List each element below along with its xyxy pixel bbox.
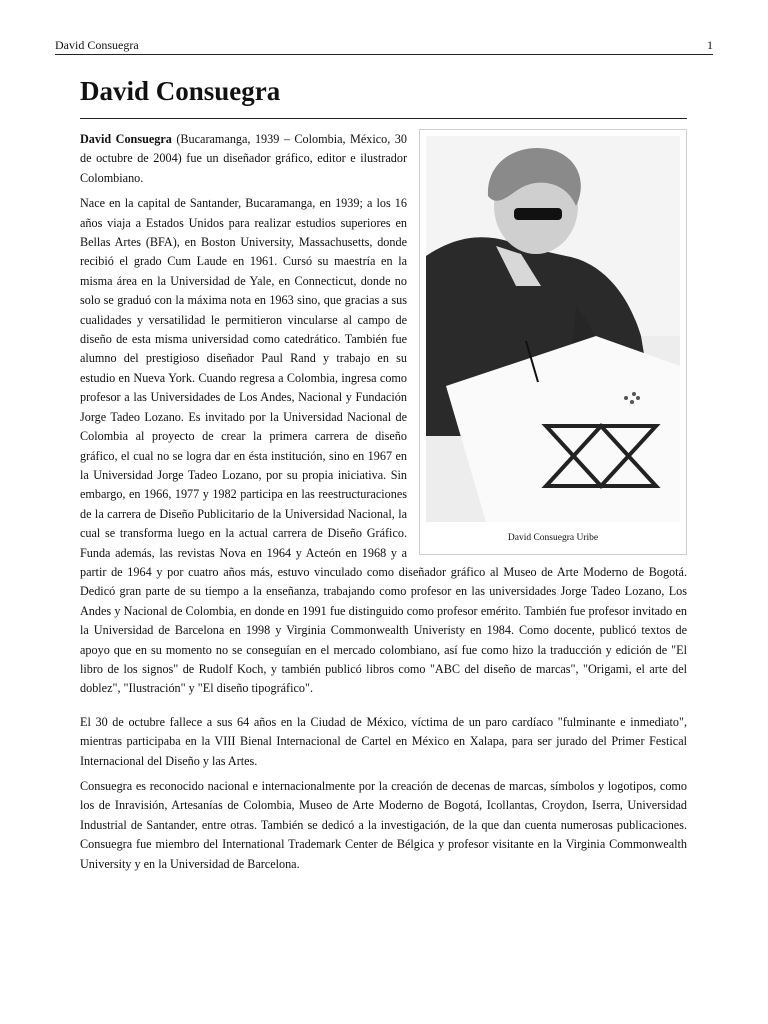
- header-rule: [55, 54, 713, 55]
- legacy-paragraph: Consuegra es reconocido nacional e internacionalmente por la creación de decenas de marcas, símbolos y logotipos, como los de Inravisión, Artesanías de Colombia, Museo de Arte Moderno de Bogotá, Icollantas, Croydon, Iserra, Universidad Industrial de Santander, entre otras. También se dedicó a la investigación, de la que dan cuenta numerosas publicaciones. Consuegra fue miembro del International Trademark Center de Bélgica y profesor visitante en la Virginia Commonwealth University y en la Universidad de Barcelona.: [80, 779, 687, 871]
- figure: [419, 129, 687, 555]
- portrait-photo: [426, 136, 680, 522]
- page-number: 1: [707, 38, 713, 52]
- death-paragraph: El 30 de octubre fallece a sus 64 años en la Ciudad de México, víctima de un paro cardíaco "fulminante e inmediato", mientras participaba en la VIII Bienal Internacional de Cartel en México en Xalapa, para ser jurado del Primer Festical Internacional del Diseño y las Artes.: [80, 714, 687, 768]
- running-header: [55, 38, 713, 53]
- running-title: David Consuegra: [55, 38, 139, 52]
- figure-caption: David Consuegra Uribe: [507, 533, 599, 543]
- title-rule: [80, 118, 687, 119]
- article-body: [80, 130, 687, 880]
- page-title: David Consuegra: [80, 76, 281, 106]
- intro-text: (Bucaramanga, 1939 – Colombia, México, 30 de octubre de 2004) fue un diseñador gráfico, editor e ilustrador Colombiano.: [80, 132, 407, 185]
- biography-paragraph: Nace en la capital de Santander, Bucaramanga, en 1939; a los 16 años viaja a Estados Unidos para realizar estudios superiores en Bellas Artes (BFA), en Boston University, Massachusetts, donde recibió el grado Cum Laude en 1961. Cursó su maestría en la misma área en la Universidad de Yale, en Connecticut, donde no solo se graduó con la máxima nota en 1963 sino, que gracias a sus cualidades y versatilidad le permitieron vincularse al campo de diseño de esta misma universidad como catedrático. También fue alumno del prestigioso diseñador Paul Rand y trabajo en su estudio en Nueva York. Cuando regresa a Colombia, ingresa como profesor a las Universidades de Los Andes, Nacional y Fundación Jorge Tadeo Lozano. Es invitado por la Universidad Nacional de Colombia al proyecto de crear la primera carrera de diseño gráfico, el cual no se logra dar en ésta institución, sino en 1967 en la Universidad Jorge Tadeo Lozano, por su propia iniciativa. Sin embargo, en 1966, 1977 y 1982 participa en las reestructuraciones de la carrera de Diseño Publicitario de la Universidad Nacional, la cual se transforma luego en la actual carrera de Diseño Gráfico. Funda además, las revistas Nova en 1964 y Acteón en 1968 y a partir de 1964 y por cuatro años más, estuvo vinculado como diseñador gráfico al Museo de Arte Moderno de Bogotá. Dedicó gran parte de su tiempo a la enseñanza, trabajando como profesor en las universidades Jorge Tadeo Lozano, Los Andes y Nacional de Colombia, en donde en 1991 fue distinguido como profesor emérito. También fue profesor invitado en la Universidad de Barcelona en 1998 y Virginia Commonwealth Univeristy en 1984. Como docente, publicó textos de apoyo que en su momento no se conseguían en el mercado colombiano, así fue como hizo la traducción y edición de "El libro de los signos" de Rudolf Koch, y también publicó libros como "ABC del diseño de marcas", "Origami, el arte del doblez", "Ilustración" y "El diseño tipográfico".: [80, 196, 687, 696]
- intro-name: David Consuegra: [80, 132, 172, 146]
